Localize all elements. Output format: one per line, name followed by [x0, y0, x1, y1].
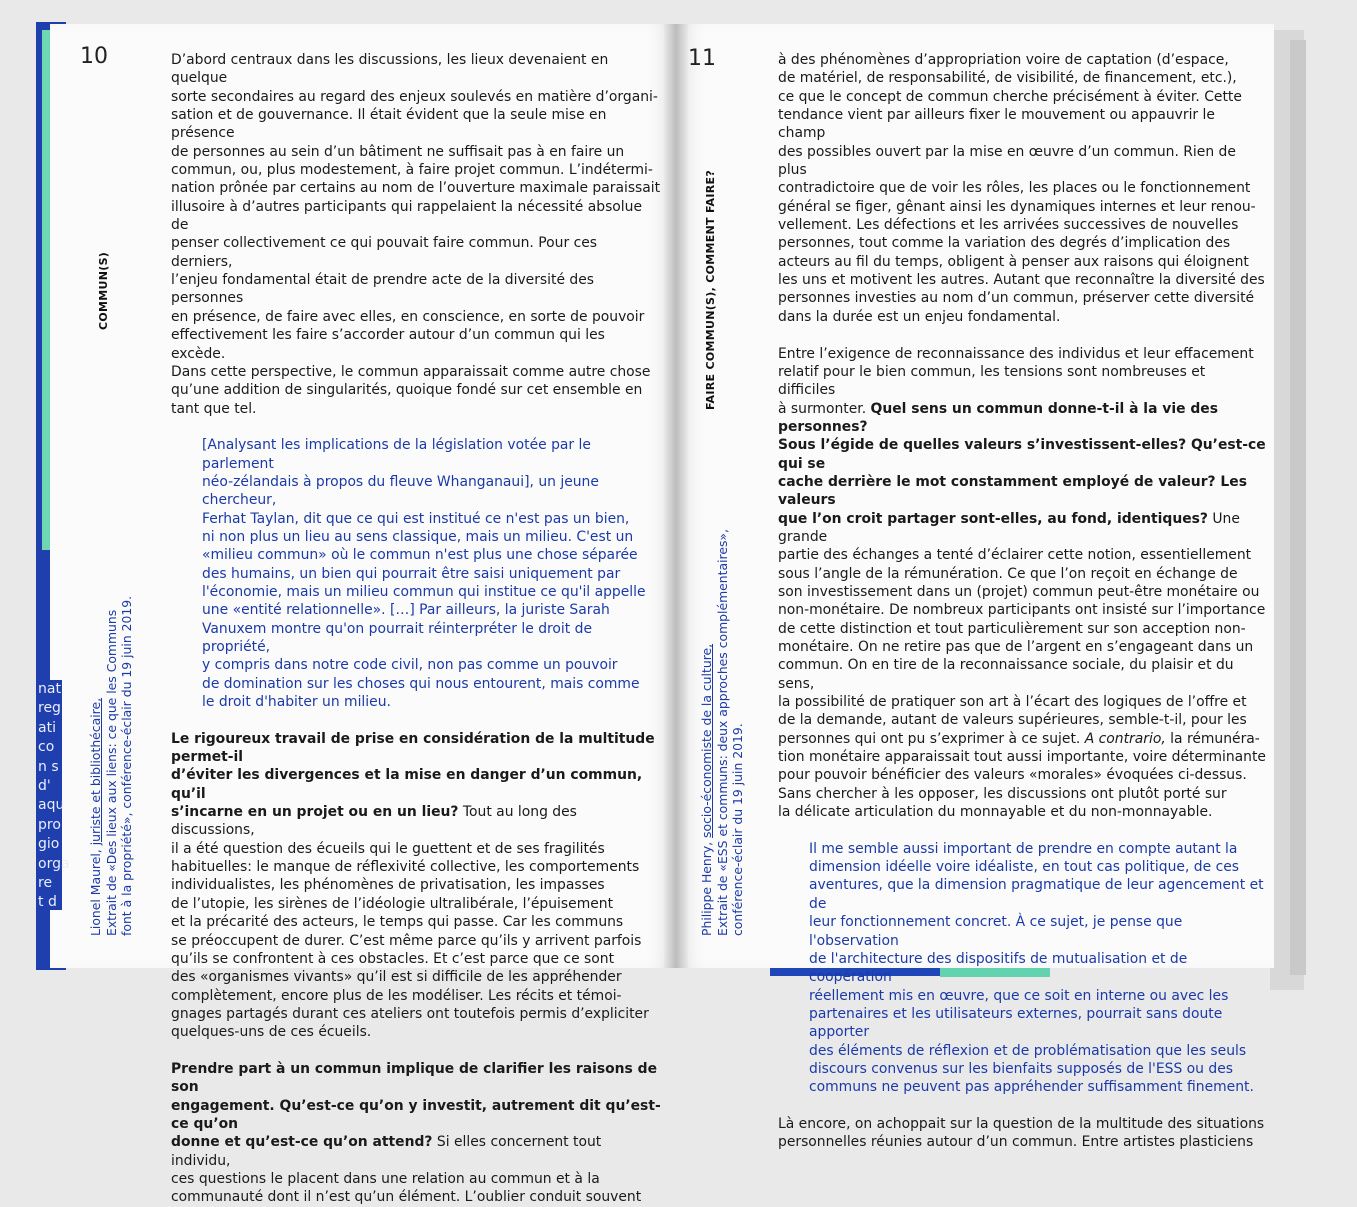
- text-line: dimension idéelle voire idéaliste, en tout cas politique, de ces: [809, 859, 1239, 876]
- text-line: communs ne peuvent pas appréhender suffisamment finement.: [809, 1079, 1254, 1096]
- paragraph: [778, 1115, 1266, 1152]
- text-line: personnes, tout comme la variation des degrés d’implication des: [778, 235, 1231, 252]
- text-line: de cette distinction et tout particulièrement sur son acception non-: [778, 620, 1246, 637]
- text-line: tion monétaire apparaissait tout aussi importante, voire déterminante: [778, 749, 1266, 766]
- text-line: illusoire à d’autres participants qui rappelaient la nécessité absolue de: [171, 198, 643, 234]
- text-line: complètement, encore plus de les modéliser. Les récits et témoi-: [171, 987, 622, 1004]
- text-line: de matériel, de responsabilité, de visibilité, de financement, etc.),: [778, 70, 1237, 87]
- text-line: sous l’angle de la rémunération. Ce que l’on reçoit en échange de: [778, 565, 1238, 582]
- text-line: son investissement dans un (projet) commun peut-être monétaire ou: [778, 583, 1260, 600]
- text-line: de la demande, autant de valeurs supérieures, semble-t-il, pour les: [778, 712, 1247, 729]
- text-line: de l’utopie, les sirènes de l’idéologie ultralibérale, l’épuisement: [171, 895, 614, 912]
- text-line: dans la durée est un enjeu fondamental.: [778, 308, 1061, 325]
- block-quote: [778, 840, 1266, 1097]
- text-line: Il me semble aussi important de prendre en compte autant la: [809, 840, 1238, 857]
- text-line: personnes investies au nom d’un commun, préserver cette diversité: [778, 290, 1255, 307]
- text-line: réellement mis en œuvre, que ce soit en interne ou avec les: [809, 987, 1229, 1004]
- text-line: ni non plus un lieu au sens classique, mais un milieu. C'est un: [202, 528, 634, 545]
- text-line: nation prônée par certains au nom de l’ouverture maximale paraissait: [171, 180, 661, 197]
- text-line: sorte secondaires au regard des enjeux soulevés en matière d’organi-: [171, 88, 658, 105]
- left-page-text: [171, 51, 661, 1207]
- text-line: de l'architecture des dispositifs de mutualisation et de coopération: [809, 950, 1188, 986]
- text-line: vellement. Les défections et les arrivées successives de nouvelles: [778, 217, 1239, 234]
- text-line: acteurs au fil du temps, obligent à penser aux raisons qui éloignent: [778, 253, 1249, 270]
- fragment-text: gio: [38, 836, 60, 853]
- text-line: que l’on croit partager sont-elles, au fond, identiques? Une grande: [778, 510, 1240, 545]
- text-line: Ferhat Taylan, dit que ce qui est institué ce n'est pas un bien,: [202, 510, 630, 527]
- credit-line: Extrait de «Des lieux aux liens: ce que les Communs: [103, 609, 119, 936]
- text-line: de personnes au sein d’un bâtiment ne suffisait pas à en faire un: [171, 143, 625, 160]
- text-line: général se figer, gênant ainsi les dynamiques internes et leur renou-: [778, 198, 1256, 215]
- paragraph: [171, 730, 661, 1042]
- fragment-text: ati: [38, 719, 56, 736]
- text-line: qu’une addition de singularités, quoique fondé sur cet ensemble en: [171, 382, 643, 399]
- text-line: gnages partagés durant ces ateliers ont toutefois permis d’expliciter: [171, 1005, 649, 1022]
- fragment-text: co: [38, 739, 55, 756]
- text-line: des possibles ouvert par la mise en œuvre d’un commun. Rien de plus: [778, 143, 1236, 179]
- text-line: quelques-uns de ces écueils.: [171, 1024, 372, 1041]
- text-line: des éléments de réflexion et de problématisation que les seuls: [809, 1042, 1247, 1059]
- text-line: en présence, de faire avec elles, en conscience, en sorte de pouvoir: [171, 308, 645, 325]
- text-line: individualistes, les phénomènes de privatisation, les impasses: [171, 877, 605, 894]
- text-line: relatif pour le bien commun, les tensions sont nombreuses et difficiles: [778, 363, 1206, 399]
- fragment-text: n s: [38, 758, 59, 775]
- paragraph: [778, 51, 1266, 326]
- text-line: le droit d'habiter un milieu.: [202, 694, 391, 711]
- text-line: effectivement les faire s’accorder autour d’un commun qui les excède.: [171, 327, 605, 362]
- fragment-text: aqu: [38, 797, 65, 814]
- text-line: non-monétaire. De nombreux participants ont insisté sur l’importance: [778, 602, 1266, 619]
- text-line: partie des échanges a tenté d’éclairer cette notion, essentiellement: [778, 547, 1252, 564]
- text-line: ce que le concept de commun cherche précisément à éviter. Cette: [778, 88, 1242, 105]
- running-header-left: COMMUN(S): [97, 251, 110, 330]
- credit-line: font à la propriété», conférence-éclair du 19 juin 2019.: [119, 595, 134, 936]
- text-line: Entre l’exigence de reconnaissance des individus et leur effacement: [778, 345, 1254, 362]
- text-line: à des phénomènes d’appropriation voire de captation (d’espace,: [778, 52, 1229, 68]
- text-line: contradictoire que de voir les rôles, les places ou le fonctionnement: [778, 180, 1251, 197]
- text-line: de domination sur les choses qui nous entourent, mais comme: [202, 675, 640, 692]
- credit-role: juriste et bibliothécaire,: [88, 697, 103, 846]
- credit-role: socio-économiste de la culture,: [699, 643, 714, 838]
- text-line: [Analysant les implications de la législation votée par le parlement: [202, 437, 591, 472]
- text-line: une «entité relationnelle». […] Par ailleurs, la juriste Sarah: [202, 602, 610, 619]
- text-line: monétaire. On ne retire pas que de l’argent en s’engageant dans un: [778, 639, 1254, 655]
- text-line: y compris dans notre code civil, non pas comme un pouvoir: [202, 657, 618, 674]
- text-line: tendance vient par ailleurs fixer le mouvement ou appauvrir le champ: [778, 107, 1215, 142]
- text-line: des humains, un bien qui pourrait être saisi uniquement par: [202, 565, 621, 582]
- text-line: il a été question des écueils qui le guettent et de ses fragilités: [171, 840, 605, 857]
- book-gutter: [664, 24, 688, 968]
- page-number-right: 11: [688, 46, 716, 71]
- block-quote: [171, 436, 661, 711]
- fragment-text: nat: [38, 681, 61, 697]
- text-line: aventures, que la dimension pragmatique de leur agencement et de: [809, 877, 1264, 912]
- text-line: engagement. Qu’est-ce qu’on y investit, autrement dit qu’est-ce qu’on: [171, 1097, 661, 1132]
- text-line: Là encore, on achoppait sur la question de la multitude des situations: [778, 1115, 1265, 1132]
- text-line: communauté dont il n’est qu’un élément. L’oublier conduit souvent: [171, 1189, 642, 1206]
- text-line: Prendre part à un commun implique de clarifier les raisons de son: [171, 1060, 658, 1096]
- text-line: ces questions le placent dans une relation au commun et à la: [171, 1170, 600, 1187]
- text-line: la possibilité de pratiquer son art à l’écart des logiques de l’offre et: [778, 694, 1247, 711]
- text-line: les uns et motivent les autres. Autant que reconnaître la diversité des: [778, 272, 1265, 289]
- fragment-text: t d: [38, 894, 57, 911]
- text-line: Sous l’égide de quelles valeurs s’investissent-elles? Qu’est-ce qui se: [778, 437, 1266, 472]
- text-line: donne et qu’est-ce qu’on attend? Si elles concernent tout individu,: [171, 1134, 602, 1169]
- text-line: Le rigoureux travail de prise en considération de la multitude permet-il: [171, 730, 655, 766]
- text-line: discours convenus sur les bienfaits supposés de l'ESS ou des: [809, 1060, 1234, 1077]
- text-line: des «organismes vivants» qu’il est si difficile de les appréhender: [171, 969, 622, 986]
- text-line: l'économie, mais un milieu commun qui institue ce qu'il appelle: [202, 583, 646, 600]
- right-page-text: [778, 51, 1266, 1152]
- credit-line: conférence-éclair du 19 juin 2019.: [730, 723, 745, 936]
- text-line: pour pouvoir bénéficier des valeurs «morales» évoquées ci-dessus.: [778, 767, 1247, 784]
- text-line: qu’ils se confrontent à ces obstacles. Et c’est parce que ce sont: [171, 950, 615, 967]
- fragment-text: reg: [38, 700, 61, 717]
- text-line: se préoccupent de durer. C’est même parce qu’ils y arrivent parfois: [171, 932, 642, 949]
- paragraph: [171, 51, 661, 418]
- quote-credit-left: [88, 596, 135, 936]
- text-line: personnes qui ont pu s’exprimer à ce sujet. A contrario, la rémunéra-: [778, 730, 1260, 747]
- credit-author: Philippe Henry,: [699, 841, 714, 936]
- page-number-left: 10: [80, 44, 108, 69]
- text-line: la délicate articulation du monnayable et du non-monnayable.: [778, 804, 1213, 821]
- text-line: partenaires et les utilisateurs externes, pourrait sans doute apporter: [809, 1005, 1223, 1041]
- text-line: sation et de gouvernance. Il était évident que la seule mise en présence: [171, 107, 607, 142]
- text-line: habituelles: le manque de réflexivité collective, les comportements: [171, 859, 640, 876]
- fragment-text: re: [38, 875, 53, 892]
- credit-line: Extrait de «ESS et communs: deux approches complémentaires»,: [714, 529, 730, 936]
- quote-credit-right: [699, 529, 746, 936]
- paragraph: [778, 345, 1266, 822]
- text-line: penser collectivement ce qui pouvait faire commun. Pour ces derniers,: [171, 235, 597, 270]
- fragment-text: pro: [38, 816, 61, 833]
- text-line: commun, ou, plus modestement, à faire projet commun. L’indétermi-: [171, 162, 653, 179]
- paragraph: [171, 1060, 661, 1207]
- text-line: tant que tel.: [171, 400, 257, 417]
- page-stack-edge-inner: [1290, 40, 1306, 975]
- text-line: Dans cette perspective, le commun apparaissait comme autre chose: [171, 363, 651, 380]
- fragment-text: d': [38, 778, 51, 795]
- text-line: l’enjeu fondamental était de prendre acte de la diversité des personnes: [171, 272, 595, 307]
- text-line: d’éviter les divergences et la mise en danger d’un commun, qu’il: [171, 767, 643, 802]
- text-line: «milieu commun» où le commun n'est plus une chose séparée: [202, 547, 638, 564]
- text-line: D’abord centraux dans les discussions, les lieux devenaient en quelque: [171, 52, 609, 87]
- text-line: personnelles réunies autour d’un commun. Entre artistes plasticiens: [778, 1134, 1254, 1151]
- underlying-page-fragment: [36, 680, 70, 911]
- text-line: leur fonctionnement concret. À ce sujet, je pense que l'observation: [809, 914, 1183, 949]
- credit-author: Lionel Maurel,: [88, 849, 103, 936]
- running-header-right: FAIRE COMMUN(S), COMMENT FAIRE?: [704, 169, 717, 410]
- text-line: à surmonter. Quel sens un commun donne-t-il à la vie des personnes?: [778, 400, 1218, 435]
- text-line: néo-zélandais à propos du fleuve Whanganaui], un jeune chercheur,: [202, 473, 599, 509]
- fragment-text: orga: [38, 855, 70, 872]
- text-line: Sans chercher à les opposer, les discussions ont plutôt porté sur: [778, 785, 1227, 802]
- text-line: Vanuxem montre qu'on pourrait réinterpréter le droit de propriété,: [202, 620, 592, 655]
- text-line: s’incarne en un projet ou en un lieu? Tout au long des discussions,: [171, 804, 577, 839]
- text-line: et la précarité des acteurs, le temps qui passe. Car les communs: [171, 914, 624, 931]
- text-line: cache derrière le mot constamment employé de valeur? Les valeurs: [778, 473, 1247, 509]
- text-line: commun. On en tire de la reconnaissance sociale, du plaisir et du sens,: [778, 657, 1234, 692]
